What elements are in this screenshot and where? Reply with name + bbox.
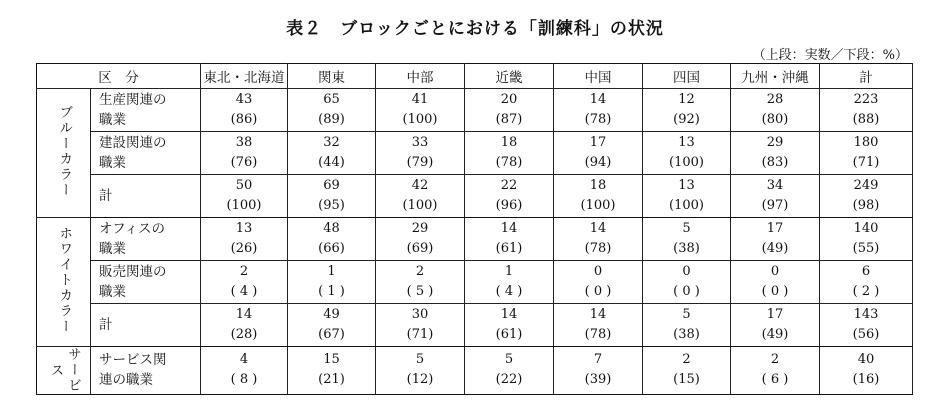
table-cell <box>731 347 820 395</box>
unit-note: （上段：実数／下段：%） <box>752 48 908 63</box>
cell-percent: (76) <box>230 155 258 170</box>
cell-percent: (22) <box>495 372 523 388</box>
cell-percent: (100) <box>669 198 704 213</box>
data-table <box>36 63 913 395</box>
cell-percent: (38) <box>673 241 700 256</box>
cell-count: 5 <box>504 352 514 368</box>
cell-percent: (12) <box>406 372 434 388</box>
table-cell <box>643 347 731 395</box>
row-item-line: 販売関連の <box>99 264 167 280</box>
cell-count: 69 <box>323 178 340 193</box>
cell-count: 0 <box>593 264 603 279</box>
cell-percent: (89) <box>318 112 345 127</box>
table-cell <box>465 132 554 175</box>
cell-count: 33 <box>411 135 429 150</box>
cell-percent: (92) <box>673 112 700 127</box>
row-item-label <box>91 89 201 132</box>
cell-percent: (95) <box>318 198 345 213</box>
table-cell <box>465 347 554 395</box>
table-cell <box>201 347 288 395</box>
cell-count: 18 <box>589 178 607 193</box>
table-cell <box>288 218 376 261</box>
cell-count: 7 <box>593 352 603 368</box>
table-cell <box>554 218 643 261</box>
cell-percent: ( 0 ) <box>761 284 789 299</box>
cell-count: 4 <box>239 352 249 368</box>
cell-percent: (80) <box>761 112 789 127</box>
cell-count: 20 <box>500 92 518 107</box>
cell-percent: (69) <box>406 241 434 256</box>
cell-percent: (79) <box>406 155 434 170</box>
table-cell <box>820 304 913 347</box>
cell-percent: (94) <box>584 155 612 170</box>
cell-count: 49 <box>323 307 340 322</box>
cell-count: 15 <box>323 352 340 368</box>
table-row <box>37 304 913 347</box>
cell-count: 1 <box>327 264 336 279</box>
cell-count: 29 <box>411 221 429 236</box>
cell-percent: (97) <box>761 198 789 213</box>
row-item-line: 生産関連の <box>99 92 167 108</box>
table-cell <box>376 347 465 395</box>
table-cell <box>201 89 288 132</box>
cell-count: 17 <box>589 135 607 150</box>
cell-count: 5 <box>682 307 691 322</box>
cell-percent: (78) <box>584 112 612 127</box>
category-label-text: ブルーカラー <box>56 104 73 198</box>
cell-count: 5 <box>682 221 691 236</box>
cell-percent: (39) <box>584 372 612 388</box>
cell-count: 48 <box>323 221 340 236</box>
cell-count: 1 <box>504 264 514 279</box>
category-label <box>37 89 91 218</box>
header-col: 東北・北海道 <box>201 64 288 89</box>
table-cell <box>731 261 820 304</box>
cell-count: 223 <box>853 92 879 107</box>
row-item-line: オフィスの <box>99 221 166 237</box>
cell-percent: (88) <box>852 112 880 127</box>
table-cell <box>376 304 465 347</box>
row-item-line: 職業 <box>99 155 126 171</box>
cell-count: 13 <box>235 221 253 236</box>
cell-count: 18 <box>500 135 518 150</box>
cell-percent: (28) <box>230 327 258 342</box>
table-body <box>37 89 913 395</box>
cell-percent: (78) <box>495 155 523 170</box>
table-row <box>37 347 913 395</box>
cell-count: 13 <box>678 178 695 193</box>
cell-count: 34 <box>766 178 784 193</box>
cell-count: 14 <box>589 307 607 322</box>
table-cell <box>465 218 554 261</box>
cell-percent: (100) <box>402 198 438 213</box>
table-cell <box>820 175 913 218</box>
cell-percent: ( 4 ) <box>230 284 258 299</box>
cell-count: 2 <box>239 264 249 279</box>
table-cell <box>288 89 376 132</box>
cell-count: 2 <box>682 352 691 368</box>
table-cell <box>288 132 376 175</box>
cell-count: 6 <box>861 264 871 279</box>
category-label-part: サービ <box>65 347 81 394</box>
table-cell <box>554 304 643 347</box>
cell-percent: (83) <box>761 155 789 170</box>
cell-percent: ( 4 ) <box>495 284 523 299</box>
table-cell <box>731 218 820 261</box>
cell-percent: (98) <box>852 198 880 213</box>
table-cell <box>288 304 376 347</box>
table-cell <box>731 175 820 218</box>
table-cell <box>465 89 554 132</box>
cell-percent: (66) <box>318 241 345 256</box>
table-cell <box>288 347 376 395</box>
table-cell <box>288 175 376 218</box>
cell-percent: ( 0 ) <box>584 284 612 299</box>
header-col: 中部 <box>376 64 465 89</box>
cell-percent: (49) <box>761 327 789 342</box>
cell-count: 17 <box>766 307 784 322</box>
row-item-label <box>91 218 201 261</box>
cell-count: 14 <box>500 307 518 322</box>
cell-percent: ( 6 ) <box>761 372 789 388</box>
cell-percent: (71) <box>852 155 880 170</box>
cell-percent: (49) <box>761 241 789 256</box>
cell-count: 22 <box>500 178 518 193</box>
table-cell <box>731 132 820 175</box>
cell-count: 17 <box>766 221 784 236</box>
cell-percent: (15) <box>673 372 700 388</box>
cell-percent: (71) <box>406 327 434 342</box>
table-cell <box>643 175 731 218</box>
table-row <box>37 261 913 304</box>
table-cell <box>376 132 465 175</box>
cell-percent: (61) <box>495 327 523 342</box>
cell-count: 12 <box>678 92 695 107</box>
cell-percent: (55) <box>852 241 880 256</box>
cell-percent: (100) <box>402 112 438 127</box>
cell-count: 143 <box>853 307 879 322</box>
cell-count: 65 <box>323 92 340 107</box>
table-cell <box>201 304 288 347</box>
cell-percent: (21) <box>318 372 345 388</box>
cell-count: 14 <box>589 221 607 236</box>
row-item-label <box>91 304 201 347</box>
cell-count: 249 <box>853 178 879 193</box>
table-cell <box>376 218 465 261</box>
row-item-line: 職業 <box>99 241 126 257</box>
cell-count: 2 <box>415 264 425 279</box>
table-cell <box>643 218 731 261</box>
cell-percent: ( 8 ) <box>230 372 258 388</box>
table-cell <box>201 261 288 304</box>
table-cell <box>731 89 820 132</box>
cell-percent: (38) <box>673 327 700 342</box>
table-cell <box>554 347 643 395</box>
table-row <box>37 132 913 175</box>
cell-count: 14 <box>235 307 253 322</box>
row-item-label <box>91 347 201 395</box>
cell-percent: (16) <box>852 372 880 388</box>
table-cell <box>554 132 643 175</box>
table-cell <box>820 89 913 132</box>
cell-percent: ( 2 ) <box>852 284 880 299</box>
table-cell <box>376 175 465 218</box>
table-cell <box>288 261 376 304</box>
row-item-line: 計 <box>99 317 113 333</box>
cell-percent: (67) <box>318 327 345 342</box>
cell-count: 14 <box>500 221 518 236</box>
header-row <box>37 64 913 89</box>
cell-percent: (100) <box>226 198 262 213</box>
cell-count: 13 <box>678 135 695 150</box>
cell-percent: (78) <box>584 241 612 256</box>
category-label <box>37 347 91 395</box>
table-cell <box>643 89 731 132</box>
cell-count: 30 <box>411 307 429 322</box>
row-item-line: 職業 <box>99 284 126 300</box>
cell-count: 180 <box>853 135 879 150</box>
row-item-line: 建設関連の <box>99 135 167 151</box>
cell-count: 0 <box>682 264 691 279</box>
row-item-line: サービス関 <box>99 352 167 369</box>
cell-count: 29 <box>766 135 784 150</box>
header-col: 九州・沖縄 <box>731 64 820 89</box>
cell-percent: ( 5 ) <box>406 284 434 299</box>
row-item-label <box>91 175 201 218</box>
table-cell <box>643 132 731 175</box>
table-cell <box>465 261 554 304</box>
cell-count: 41 <box>411 92 429 107</box>
category-label-part: ス <box>47 362 64 378</box>
table-cell <box>820 261 913 304</box>
table-cell <box>201 132 288 175</box>
table-cell <box>820 347 913 395</box>
cell-percent: (78) <box>584 327 612 342</box>
table-cell <box>376 89 465 132</box>
category-label-text: ホワイトカラー <box>56 225 73 335</box>
table-cell <box>201 175 288 218</box>
table-cell <box>731 304 820 347</box>
cell-percent: (96) <box>495 198 523 213</box>
cell-percent: (56) <box>852 327 880 342</box>
table-cell <box>820 132 913 175</box>
cell-percent: (86) <box>230 112 258 127</box>
header-col: 中国 <box>554 64 643 89</box>
cell-count: 38 <box>235 135 253 150</box>
header-kubun: 区 分 <box>37 64 201 89</box>
header-col: 関東 <box>288 64 376 89</box>
table-cell <box>465 175 554 218</box>
table-cell <box>643 261 731 304</box>
category-label <box>37 218 91 347</box>
cell-percent: (44) <box>318 155 345 170</box>
header-col: 近畿 <box>465 64 554 89</box>
table-cell <box>465 304 554 347</box>
cell-percent: ( 1 ) <box>318 284 345 299</box>
cell-count: 0 <box>770 264 780 279</box>
row-item-line: 計 <box>99 188 113 204</box>
cell-percent: (61) <box>495 241 523 256</box>
table-row <box>37 89 913 132</box>
row-item-label <box>91 132 201 175</box>
header-col: 四国 <box>643 64 731 89</box>
table-cell <box>554 89 643 132</box>
row-item-label <box>91 261 201 304</box>
header-col: 計 <box>820 64 913 89</box>
table-cell <box>820 218 913 261</box>
table-cell <box>643 304 731 347</box>
row-item-line: 職業 <box>99 112 126 128</box>
table-row <box>37 175 913 218</box>
table-cell <box>554 261 643 304</box>
table-title: 表２ ブロックごとにおける「訓練科」の状況 <box>286 19 664 39</box>
table-cell <box>201 218 288 261</box>
cell-count: 43 <box>235 92 253 107</box>
cell-count: 14 <box>589 92 607 107</box>
cell-percent: (87) <box>495 112 523 127</box>
row-item-line: 連の職業 <box>99 372 153 389</box>
table-cell <box>554 175 643 218</box>
cell-percent: ( 0 ) <box>673 284 700 299</box>
cell-percent: (26) <box>230 241 258 256</box>
cell-percent: (100) <box>580 198 616 213</box>
cell-percent: (100) <box>669 155 704 170</box>
table-cell <box>376 261 465 304</box>
cell-count: 28 <box>766 92 784 107</box>
cell-count: 140 <box>853 221 879 236</box>
cell-count: 42 <box>411 178 429 193</box>
cell-count: 5 <box>415 352 425 368</box>
cell-count: 32 <box>323 135 340 150</box>
table-row <box>37 218 913 261</box>
cell-count: 50 <box>235 178 253 193</box>
cell-count: 2 <box>770 352 780 368</box>
cell-count: 40 <box>857 352 875 368</box>
